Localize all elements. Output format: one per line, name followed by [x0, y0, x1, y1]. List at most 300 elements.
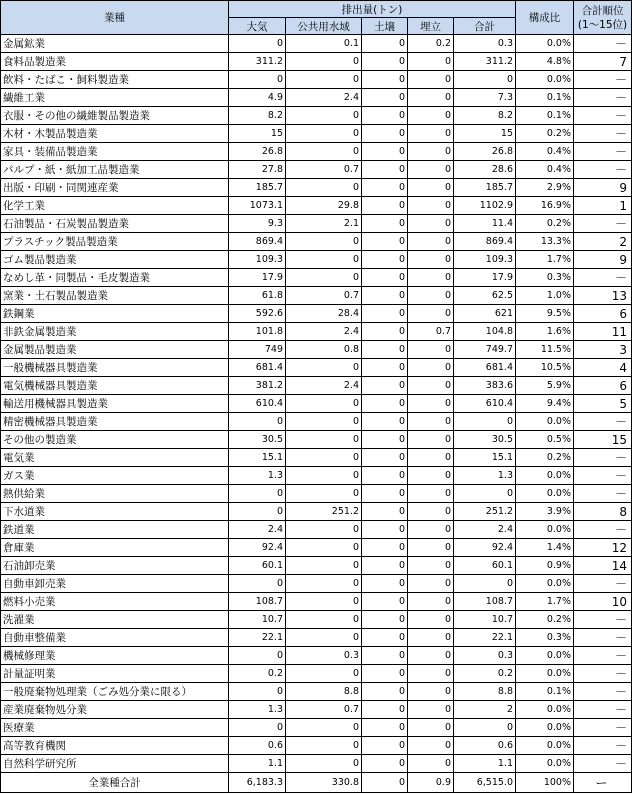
row-share: 10.5% — [516, 359, 574, 377]
row-name: 鉄道業 — [1, 521, 229, 539]
row-water: 0 — [286, 575, 362, 593]
row-rank: － — [574, 35, 632, 53]
row-landfill: 0 — [408, 575, 454, 593]
row-share: 0.0% — [516, 467, 574, 485]
row-soil: 0 — [362, 377, 408, 395]
row-landfill: 0 — [408, 665, 454, 683]
row-landfill: 0 — [408, 701, 454, 719]
row-water: 0 — [286, 737, 362, 755]
row-water: 29.8 — [286, 197, 362, 215]
row-name: 電気機械器具製造業 — [1, 377, 229, 395]
row-landfill: 0 — [408, 305, 454, 323]
row-rank: 9 — [574, 179, 632, 197]
row-air: 26.8 — [229, 143, 286, 161]
row-air: 2.4 — [229, 521, 286, 539]
row-air: 869.4 — [229, 233, 286, 251]
row-total: 15.1 — [454, 449, 516, 467]
row-rank: － — [574, 215, 632, 233]
row-name: 化学工業 — [1, 197, 229, 215]
row-air: 749 — [229, 341, 286, 359]
row-landfill: 0.7 — [408, 323, 454, 341]
table-row — [1, 269, 632, 287]
row-rank: 6 — [574, 305, 632, 323]
row-air: 22.1 — [229, 629, 286, 647]
row-rank: － — [574, 647, 632, 665]
row-total: 0 — [454, 413, 516, 431]
row-share: 0.2% — [516, 611, 574, 629]
row-soil: 0 — [362, 251, 408, 269]
row-total: 1.1 — [454, 755, 516, 773]
row-water: 0 — [286, 665, 362, 683]
row-share: 0.0% — [516, 35, 574, 53]
row-rank: － — [574, 107, 632, 125]
row-air: 592.6 — [229, 305, 286, 323]
row-total: 185.7 — [454, 179, 516, 197]
row-air: 0 — [229, 683, 286, 701]
table-row — [1, 71, 632, 89]
row-name: ゴム製品製造業 — [1, 251, 229, 269]
row-landfill: 0 — [408, 521, 454, 539]
row-name: 電気業 — [1, 449, 229, 467]
row-total: 251.2 — [454, 503, 516, 521]
row-water: 0 — [286, 593, 362, 611]
row-water: 2.4 — [286, 377, 362, 395]
row-total: 1.3 — [454, 467, 516, 485]
row-landfill: 0 — [408, 125, 454, 143]
table-header — [1, 1, 632, 35]
row-total: 869.4 — [454, 233, 516, 251]
row-name: プラスチック製品製造業 — [1, 233, 229, 251]
table-row — [1, 467, 632, 485]
row-air: 681.4 — [229, 359, 286, 377]
row-share: 0.3% — [516, 269, 574, 287]
row-soil: 0 — [362, 485, 408, 503]
row-air: 30.5 — [229, 431, 286, 449]
row-name: 輸送用機械器具製造業 — [1, 395, 229, 413]
table-row — [1, 287, 632, 305]
row-rank: 5 — [574, 395, 632, 413]
table-row — [1, 323, 632, 341]
table-row — [1, 521, 632, 539]
row-name: 下水道業 — [1, 503, 229, 521]
row-landfill: 0 — [408, 53, 454, 71]
row-share: 0.0% — [516, 485, 574, 503]
table-row — [1, 35, 632, 53]
row-water: 0 — [286, 251, 362, 269]
row-total: 0.3 — [454, 35, 516, 53]
row-name: 非鉄金属製造業 — [1, 323, 229, 341]
row-name: 衣服・その他の繊維製品製造業 — [1, 107, 229, 125]
row-name: ガス業 — [1, 467, 229, 485]
table-row — [1, 89, 632, 107]
row-total: 0.3 — [454, 647, 516, 665]
row-landfill: 0 — [408, 593, 454, 611]
row-soil: 0 — [362, 575, 408, 593]
row-soil: 0 — [362, 593, 408, 611]
row-name: 金属鉱業 — [1, 35, 229, 53]
row-water: 2.1 — [286, 215, 362, 233]
row-name: 家具・装備品製造業 — [1, 143, 229, 161]
row-landfill: 0.2 — [408, 35, 454, 53]
table-row — [1, 647, 632, 665]
table-row — [1, 665, 632, 683]
row-air: 0 — [229, 413, 286, 431]
row-share: 0.0% — [516, 647, 574, 665]
row-water: 8.8 — [286, 683, 362, 701]
row-air: 15.1 — [229, 449, 286, 467]
row-name: 自動車整備業 — [1, 629, 229, 647]
row-name: 医療業 — [1, 719, 229, 737]
row-total: 11.4 — [454, 215, 516, 233]
row-water: 0 — [286, 521, 362, 539]
row-air: 311.2 — [229, 53, 286, 71]
row-name: 燃料小売業 — [1, 593, 229, 611]
row-landfill: 0 — [408, 161, 454, 179]
row-landfill: 0 — [408, 197, 454, 215]
row-total: 17.9 — [454, 269, 516, 287]
table-row — [1, 359, 632, 377]
row-rank: － — [574, 89, 632, 107]
row-rank: － — [574, 125, 632, 143]
row-name: 飲料・たばこ・飼料製造業 — [1, 71, 229, 89]
row-name: 鉄鋼業 — [1, 305, 229, 323]
row-landfill: 0 — [408, 467, 454, 485]
row-landfill: 0 — [408, 485, 454, 503]
row-total: 749.7 — [454, 341, 516, 359]
row-share: 1.7% — [516, 593, 574, 611]
row-share: 0.4% — [516, 143, 574, 161]
row-rank: － — [574, 143, 632, 161]
row-rank: 8 — [574, 503, 632, 521]
row-rank: － — [574, 161, 632, 179]
row-total: 1102.9 — [454, 197, 516, 215]
row-air: 1.3 — [229, 701, 286, 719]
row-air: 0 — [229, 719, 286, 737]
row-water: 0 — [286, 53, 362, 71]
row-rank: 9 — [574, 251, 632, 269]
row-total: 22.1 — [454, 629, 516, 647]
row-share: 0.1% — [516, 107, 574, 125]
row-water: 0.3 — [286, 647, 362, 665]
row-water: 0 — [286, 71, 362, 89]
row-name: 繊維工業 — [1, 89, 229, 107]
row-landfill: 0 — [408, 71, 454, 89]
row-water: 0 — [286, 719, 362, 737]
row-soil: 0 — [362, 719, 408, 737]
total-air: 6,183.3 — [229, 773, 286, 793]
total-name: 全業種合計 — [1, 773, 229, 793]
row-soil: 0 — [362, 305, 408, 323]
row-soil: 0 — [362, 539, 408, 557]
row-soil: 0 — [362, 53, 408, 71]
row-share: 0.9% — [516, 557, 574, 575]
table-row — [1, 485, 632, 503]
row-rank: － — [574, 71, 632, 89]
row-air: 610.4 — [229, 395, 286, 413]
row-landfill: 0 — [408, 611, 454, 629]
table-row — [1, 719, 632, 737]
row-rank: － — [574, 755, 632, 773]
row-rank: 12 — [574, 539, 632, 557]
row-name: 計量証明業 — [1, 665, 229, 683]
row-soil: 0 — [362, 755, 408, 773]
row-total: 0.6 — [454, 737, 516, 755]
row-soil: 0 — [362, 359, 408, 377]
row-soil: 0 — [362, 125, 408, 143]
row-rank: － — [574, 611, 632, 629]
row-air: 381.2 — [229, 377, 286, 395]
row-share: 1.4% — [516, 539, 574, 557]
row-water: 0 — [286, 233, 362, 251]
row-landfill: 0 — [408, 251, 454, 269]
table-row — [1, 755, 632, 773]
row-air: 10.7 — [229, 611, 286, 629]
row-total: 2.4 — [454, 521, 516, 539]
row-share: 2.9% — [516, 179, 574, 197]
row-name: 出版・印刷・同関連産業 — [1, 179, 229, 197]
row-water: 0 — [286, 467, 362, 485]
row-water: 0 — [286, 125, 362, 143]
row-water: 0 — [286, 431, 362, 449]
row-air: 1.1 — [229, 755, 286, 773]
row-rank: － — [574, 719, 632, 737]
table-row — [1, 107, 632, 125]
row-air: 0 — [229, 485, 286, 503]
row-name: 自然科学研究所 — [1, 755, 229, 773]
table-row — [1, 233, 632, 251]
table-row — [1, 557, 632, 575]
row-total: 62.5 — [454, 287, 516, 305]
row-water: 0 — [286, 143, 362, 161]
total-water: 330.8 — [286, 773, 362, 793]
row-landfill: 0 — [408, 755, 454, 773]
row-air: 0.6 — [229, 737, 286, 755]
row-share: 0.0% — [516, 701, 574, 719]
table-row — [1, 431, 632, 449]
row-soil: 0 — [362, 611, 408, 629]
row-water: 0 — [286, 557, 362, 575]
row-air: 15 — [229, 125, 286, 143]
row-soil: 0 — [362, 449, 408, 467]
row-water: 2.4 — [286, 89, 362, 107]
table-row — [1, 413, 632, 431]
row-total: 92.4 — [454, 539, 516, 557]
row-landfill: 0 — [408, 377, 454, 395]
row-total: 621 — [454, 305, 516, 323]
table-row — [1, 539, 632, 557]
row-soil: 0 — [362, 395, 408, 413]
row-share: 1.7% — [516, 251, 574, 269]
row-air: 0 — [229, 647, 286, 665]
row-water: 0 — [286, 359, 362, 377]
row-rank: － — [574, 269, 632, 287]
row-landfill: 0 — [408, 107, 454, 125]
row-share: 0.5% — [516, 431, 574, 449]
row-water: 0 — [286, 413, 362, 431]
row-water: 0 — [286, 629, 362, 647]
row-rank: 15 — [574, 431, 632, 449]
row-rank: － — [574, 521, 632, 539]
row-share: 0.0% — [516, 665, 574, 683]
row-air: 1.3 — [229, 467, 286, 485]
row-total: 681.4 — [454, 359, 516, 377]
row-soil: 0 — [362, 521, 408, 539]
row-water: 251.2 — [286, 503, 362, 521]
row-share: 0.4% — [516, 161, 574, 179]
row-rank: － — [574, 665, 632, 683]
row-total: 2 — [454, 701, 516, 719]
row-soil: 0 — [362, 287, 408, 305]
row-total: 0 — [454, 485, 516, 503]
row-air: 17.9 — [229, 269, 286, 287]
row-total: 0 — [454, 719, 516, 737]
row-air: 108.7 — [229, 593, 286, 611]
row-share: 1.6% — [516, 323, 574, 341]
row-landfill: 0 — [408, 179, 454, 197]
row-soil: 0 — [362, 503, 408, 521]
row-share: 3.9% — [516, 503, 574, 521]
row-water: 2.4 — [286, 323, 362, 341]
row-soil: 0 — [362, 629, 408, 647]
row-landfill: 0 — [408, 233, 454, 251]
row-rank: － — [574, 467, 632, 485]
row-rank: － — [574, 449, 632, 467]
table-row — [1, 161, 632, 179]
row-air: 60.1 — [229, 557, 286, 575]
row-soil: 0 — [362, 179, 408, 197]
row-soil: 0 — [362, 737, 408, 755]
row-name: 高等教育機関 — [1, 737, 229, 755]
row-name: なめし革・同製品・毛皮製造業 — [1, 269, 229, 287]
total-landfill: 0.9 — [408, 773, 454, 793]
row-share: 1.0% — [516, 287, 574, 305]
row-share: 0.0% — [516, 755, 574, 773]
row-water: 0 — [286, 107, 362, 125]
table-row — [1, 251, 632, 269]
row-soil: 0 — [362, 323, 408, 341]
row-soil: 0 — [362, 683, 408, 701]
row-rank: － — [574, 413, 632, 431]
row-air: 1073.1 — [229, 197, 286, 215]
total-share: 100% — [516, 773, 574, 793]
row-landfill: 0 — [408, 629, 454, 647]
row-name: 一般廃棄物処理業（ごみ処分業に限る） — [1, 683, 229, 701]
row-water: 0 — [286, 269, 362, 287]
row-total: 0.2 — [454, 665, 516, 683]
row-total: 7.3 — [454, 89, 516, 107]
header-rank: 合計順位 (1〜15位) — [574, 1, 632, 35]
row-landfill: 0 — [408, 359, 454, 377]
row-rank: 13 — [574, 287, 632, 305]
row-name: 木材・木製品製造業 — [1, 125, 229, 143]
row-total: 26.8 — [454, 143, 516, 161]
table-row — [1, 575, 632, 593]
row-soil: 0 — [362, 647, 408, 665]
row-air: 27.8 — [229, 161, 286, 179]
row-landfill: 0 — [408, 503, 454, 521]
row-landfill: 0 — [408, 287, 454, 305]
row-name: その他の製造業 — [1, 431, 229, 449]
row-soil: 0 — [362, 89, 408, 107]
row-total: 109.3 — [454, 251, 516, 269]
table-row — [1, 629, 632, 647]
row-air: 92.4 — [229, 539, 286, 557]
row-air: 8.2 — [229, 107, 286, 125]
row-share: 0.1% — [516, 89, 574, 107]
table-row — [1, 503, 632, 521]
row-soil: 0 — [362, 233, 408, 251]
table-row — [1, 449, 632, 467]
row-rank: － — [574, 701, 632, 719]
row-share: 0.3% — [516, 629, 574, 647]
row-rank: － — [574, 683, 632, 701]
row-water: 0 — [286, 539, 362, 557]
row-total: 30.5 — [454, 431, 516, 449]
row-name: 産業廃棄物処分業 — [1, 701, 229, 719]
row-share: 0.2% — [516, 125, 574, 143]
row-share: 0.2% — [516, 449, 574, 467]
row-rank: 4 — [574, 359, 632, 377]
row-total: 610.4 — [454, 395, 516, 413]
row-total: 15 — [454, 125, 516, 143]
header-emissions: 排出量(トン) — [229, 1, 516, 18]
table-row — [1, 197, 632, 215]
row-water: 0 — [286, 755, 362, 773]
row-air: 101.8 — [229, 323, 286, 341]
row-soil: 0 — [362, 269, 408, 287]
table-row — [1, 593, 632, 611]
row-soil: 0 — [362, 35, 408, 53]
header-industry: 業種 — [1, 1, 229, 35]
row-name: 洗濯業 — [1, 611, 229, 629]
row-share: 11.5% — [516, 341, 574, 359]
row-landfill: 0 — [408, 341, 454, 359]
row-soil: 0 — [362, 107, 408, 125]
row-air: 109.3 — [229, 251, 286, 269]
row-rank: 14 — [574, 557, 632, 575]
total-soil: 0 — [362, 773, 408, 793]
row-share: 9.4% — [516, 395, 574, 413]
row-share: 0.0% — [516, 575, 574, 593]
row-water: 0.7 — [286, 701, 362, 719]
row-total: 311.2 — [454, 53, 516, 71]
row-name: 石油製品・石炭製品製造業 — [1, 215, 229, 233]
row-soil: 0 — [362, 413, 408, 431]
total-row — [1, 773, 632, 793]
header-total: 合計 — [454, 18, 516, 35]
row-rank: 11 — [574, 323, 632, 341]
row-total: 60.1 — [454, 557, 516, 575]
row-air: 61.8 — [229, 287, 286, 305]
row-water: 0.8 — [286, 341, 362, 359]
row-name: 一般機械器具製造業 — [1, 359, 229, 377]
row-name: 自動車卸売業 — [1, 575, 229, 593]
row-landfill: 0 — [408, 269, 454, 287]
row-rank: 10 — [574, 593, 632, 611]
row-soil: 0 — [362, 71, 408, 89]
row-landfill: 0 — [408, 557, 454, 575]
row-rank: 3 — [574, 341, 632, 359]
row-soil: 0 — [362, 665, 408, 683]
row-share: 0.0% — [516, 521, 574, 539]
row-soil: 0 — [362, 557, 408, 575]
row-water: 0 — [286, 485, 362, 503]
row-rank: 2 — [574, 233, 632, 251]
row-name: 金属製品製造業 — [1, 341, 229, 359]
row-soil: 0 — [362, 341, 408, 359]
table-row — [1, 215, 632, 233]
row-landfill: 0 — [408, 647, 454, 665]
